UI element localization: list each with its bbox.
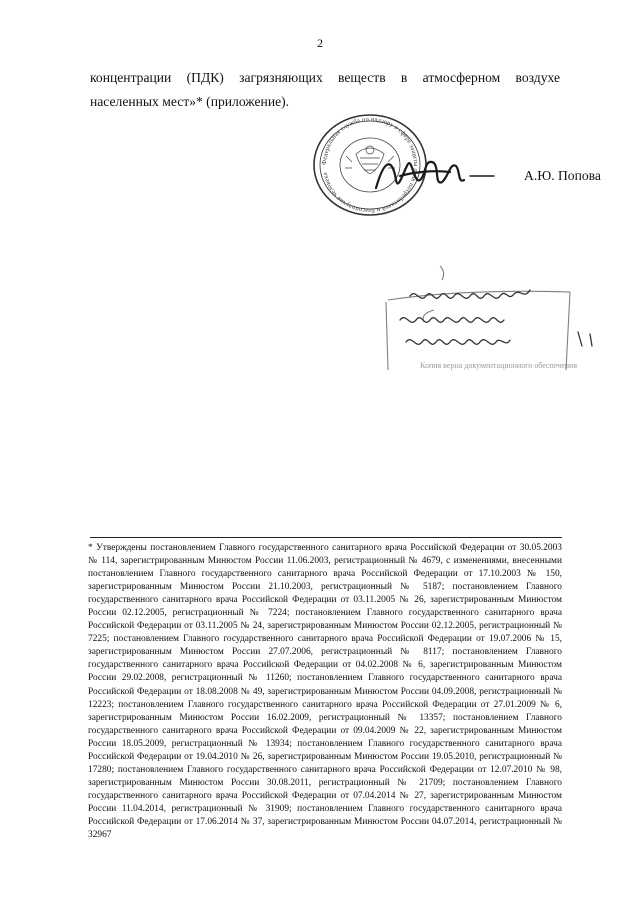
certification-stamp bbox=[380, 262, 620, 377]
signer-name: А.Ю. Попова bbox=[524, 168, 601, 183]
footnote-text: * Утверждены постановлением Главного государственного санитарного врача Российской Федерации от 30.05.2003 № 114, зарегистрированным Минюстом России 11.06.2003, регистрационный № 4679, с изменениями, внесенными постановлением Главного государственного санитарного врача Российской Федерации от 17.10.2003 № 150, зарегистрированным Минюстом России 21.10.2003, регистрационный № 5187; постановлением Главного государственного санитарного врача Российской Федерации от 03.11.2005 № 26, зарегистрированным Минюстом России 02.12.2005, регистрационный № 7224; постановлением Главного государственного санитарного врача Российской Федерации от 03.11.2005 № 24, зарегистрированным Минюстом России 02.12.2005, регистрационный № 7225; постановлением Главного государственного санитарного врача Российской Федерации от 19.07.2006 № 15, зарегистрированным Минюстом России 27.07.2006, регистрационный № 8117; постановлением Главного государственного санитарного врача Российской Федерации от 04.02.2008 № 6, зарегистрированным Минюстом России 29.02.2008, регистрационный № 11260; постановлением Главного государственного санитарного врача Российской Федерации от 18.08.2008 № 49, зарегистрированным Минюстом России 04.09.2008, регистрационный № 12223; постановлением Главного государственного санитарного врача Российской Федерации от 27.01.2009 № 6, зарегистрированным Минюстом России 16.02.2009, регистрационный № 13357; постановлением Главного государственного санитарного врача Российской Федерации от 09.04.2009 № 22, зарегистрированным Минюстом России 18.05.2009, регистрационный № 13934; постановлением Главного государственного санитарного врача Российской Федерации от 19.04.2010 № 26, зарегистрированным Минюстом России 19.05.2010, регистрационный № 17280; постановлением Главного государственного санитарного врача Российской Федерации от 12.07.2010 № 98, зарегистрированным Минюстом России 30.08.2011, регистрационный № 21709; постановлением Главного государственного санитарного врача Российской Федерации от 07.04.2014 № 27, зарегистрированным Минюстом России 11.04.2014, регистрационный № 31909; постановлением Главного государственного санитарного врача Российской Федерации от 17.06.2014 № 37, зарегистрированным Минюстом России 04.07.2014, регистрационный № 32967 bbox=[88, 543, 562, 841]
footnote-divider bbox=[90, 537, 562, 538]
certification-text: Копия верна документационного обеспечения bbox=[420, 361, 577, 370]
body-paragraph: концентрации (ПДК) загрязняющих веществ в атмосферном воздухе населенных мест»* (приложение). bbox=[90, 70, 560, 109]
signature bbox=[370, 150, 500, 200]
seal-text: Федеральная служба по надзору в сфере защиты прав потребителей и благополучия человека bbox=[320, 115, 420, 215]
page-number: 2 bbox=[317, 36, 323, 50]
